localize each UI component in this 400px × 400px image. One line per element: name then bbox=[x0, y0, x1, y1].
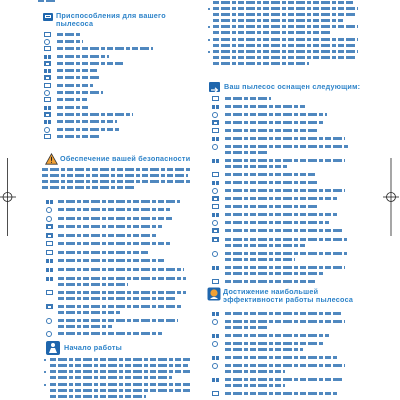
section-title-line: эффективности работы пылесоса bbox=[223, 295, 354, 304]
list-item bbox=[212, 355, 213, 356]
getting-started-icon bbox=[46, 341, 60, 355]
section-title-line: пылесоса bbox=[56, 19, 94, 28]
item-icon bbox=[212, 391, 219, 396]
list-item bbox=[212, 311, 213, 312]
list-item bbox=[212, 341, 213, 342]
text-line bbox=[225, 364, 345, 367]
list-item bbox=[212, 319, 213, 320]
text-line bbox=[50, 370, 190, 373]
bullet-icon bbox=[44, 359, 46, 361]
bullet-icon bbox=[44, 371, 46, 373]
list-item bbox=[212, 333, 213, 334]
section-title-line: Приспособления для вашего bbox=[56, 11, 166, 20]
item-icon bbox=[212, 312, 219, 316]
section-title: Ваш пылесос оснащен следующим: bbox=[224, 82, 361, 91]
efficiency-icon bbox=[207, 287, 221, 301]
section-efficiency bbox=[200, 0, 400, 400]
item-icon bbox=[212, 363, 218, 369]
text-line bbox=[225, 320, 345, 323]
item-icon bbox=[212, 356, 219, 360]
text-line bbox=[225, 312, 341, 315]
bullet-icon bbox=[44, 384, 46, 386]
list-item bbox=[212, 363, 213, 364]
section-title-line: Достижение наибольшей bbox=[223, 287, 319, 296]
section-title: Обеспечение вашей безопасности bbox=[60, 154, 191, 163]
list-item bbox=[212, 377, 213, 378]
list-item bbox=[212, 391, 213, 392]
text-line bbox=[225, 356, 337, 359]
text-line bbox=[50, 395, 146, 398]
text-line bbox=[50, 376, 172, 379]
item-icon bbox=[212, 319, 218, 325]
text-line bbox=[225, 326, 267, 329]
text-line bbox=[225, 342, 325, 345]
text-line bbox=[225, 334, 329, 337]
right-column bbox=[200, 0, 400, 400]
text-line bbox=[225, 378, 343, 381]
text-line bbox=[225, 370, 285, 373]
text-line bbox=[50, 383, 190, 386]
section-title: Начало работы bbox=[64, 343, 122, 352]
text-line bbox=[225, 392, 337, 395]
text-line bbox=[225, 384, 285, 387]
section-title bbox=[223, 288, 353, 304]
item-icon bbox=[212, 334, 219, 338]
text-line bbox=[50, 389, 190, 392]
text-line bbox=[50, 358, 190, 361]
item-icon bbox=[212, 341, 218, 347]
item-icon bbox=[212, 378, 219, 382]
text-line bbox=[225, 348, 303, 351]
text-line bbox=[50, 364, 188, 367]
